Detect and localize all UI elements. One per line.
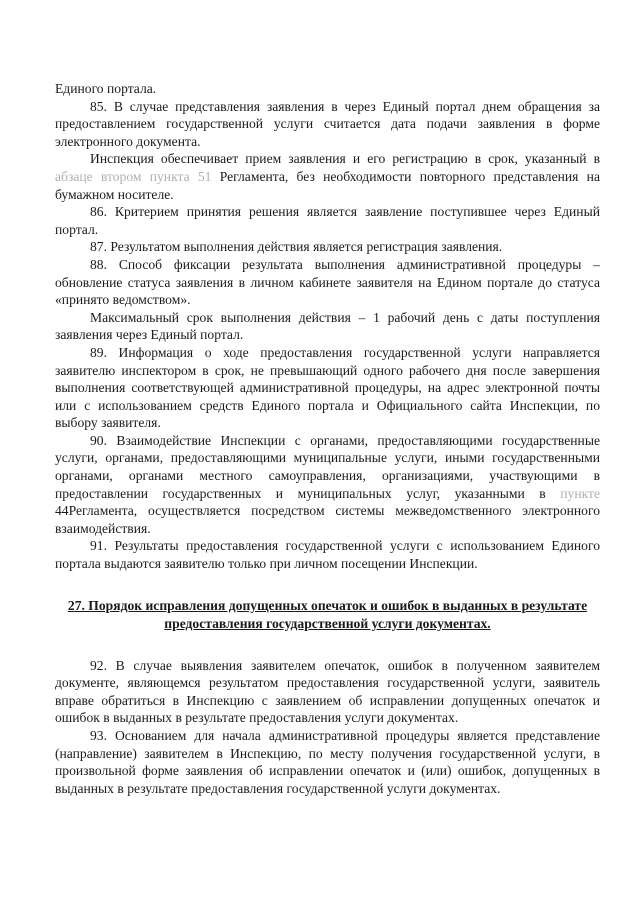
document-page (55, 80, 600, 797)
regulation-reference-link[interactable]: абзаце втором пункта 51 (55, 168, 212, 184)
point-reference-link[interactable]: пункте (560, 485, 600, 501)
paragraph-89: 89. Информация о ходе предоставления государственной услуги направляется заявителю инспектором в срок, не превышающий одного рабочего дня после завершения выполнения соответствующей административной процедуры, на адрес электронной почты или с использованием средств Единого портала и Официального сайта Инспекции, по выбору заявителя. (55, 344, 600, 431)
paragraph-86: 86. Критерием принятия решения является заявление поступившее через Единый портал. (55, 204, 600, 237)
paragraph-88-deadline: Максимальный срок выполнения действия – 1 рабочий день с даты поступления заявления через Единый портал. (55, 309, 600, 343)
paragraph-85-inspection-start: Инспекция обеспечивает прием заявления и его регистрацию в срок, указанный в (90, 151, 600, 167)
paragraph-90-end: 44Регламента, осуществляется посредством системы межведомственного электронного взаимодействия. (55, 503, 600, 536)
paragraph-90-start: 90. Взаимодействие Инспекции с органами, предоставляющими государственные услуги, органами, предоставляющими муниципальные услуги, иными государственными органами, органами местного самоуправления, организациями, участвующими в предоставлении государственных и муниципальных услуг, указанными в (55, 432, 600, 501)
paragraph-88: 88. Способ фиксации результата выполнения административной процедуры – обновление статуса заявления в личном кабинете заявителя на Едином портале до статуса «принято ведомством». (55, 256, 600, 308)
paragraph-87: 87. Результатом выполнения действия является регистрация заявления. (90, 239, 503, 255)
paragraph-84-end: Единого портала. (55, 81, 157, 96)
paragraph-93: 93. Основанием для начала административной процедуры является представление (направление) заявителем в Инспекцию, по месту получения государственной услуги, в произвольной форме заявления об исправлении опечаток и (или) ошибок, допущенных в выданных в результате предоставления государственной услуги документах. (55, 728, 600, 796)
paragraph-90 (55, 432, 600, 538)
paragraph-85-inspection (55, 150, 600, 203)
paragraph-91: 91. Результаты предоставления государственной услуги с использованием Единого портала выдаются заявителю только при личном посещении Инспекции. (55, 538, 600, 572)
spacer (55, 633, 600, 657)
section-heading-text: 27. Порядок исправления допущенных опечаток и ошибок в выданных в результате предоставления государственной услуги документах. (67, 597, 588, 631)
paragraph-85-inspection-end: Регламента, без необходимости повторного представления на бумажном носителе. (55, 168, 600, 202)
paragraph-85: 85. В случае представления заявления в через Единый портал днем обращения за предоставлением государственной услуги считается дата подачи заявления в форме электронного документа. (55, 98, 600, 149)
paragraph-92: 92. В случае выявления заявителем опечаток, ошибок в полученном заявителем документе, являющемся результатом предоставления государственной услуги, заявитель вправе обратиться в Инспекцию с заявлением об исправлении допущенных опечаток и ошибок в выданных в результате предоставления услуги документах. (55, 657, 600, 726)
section-heading (55, 597, 600, 633)
